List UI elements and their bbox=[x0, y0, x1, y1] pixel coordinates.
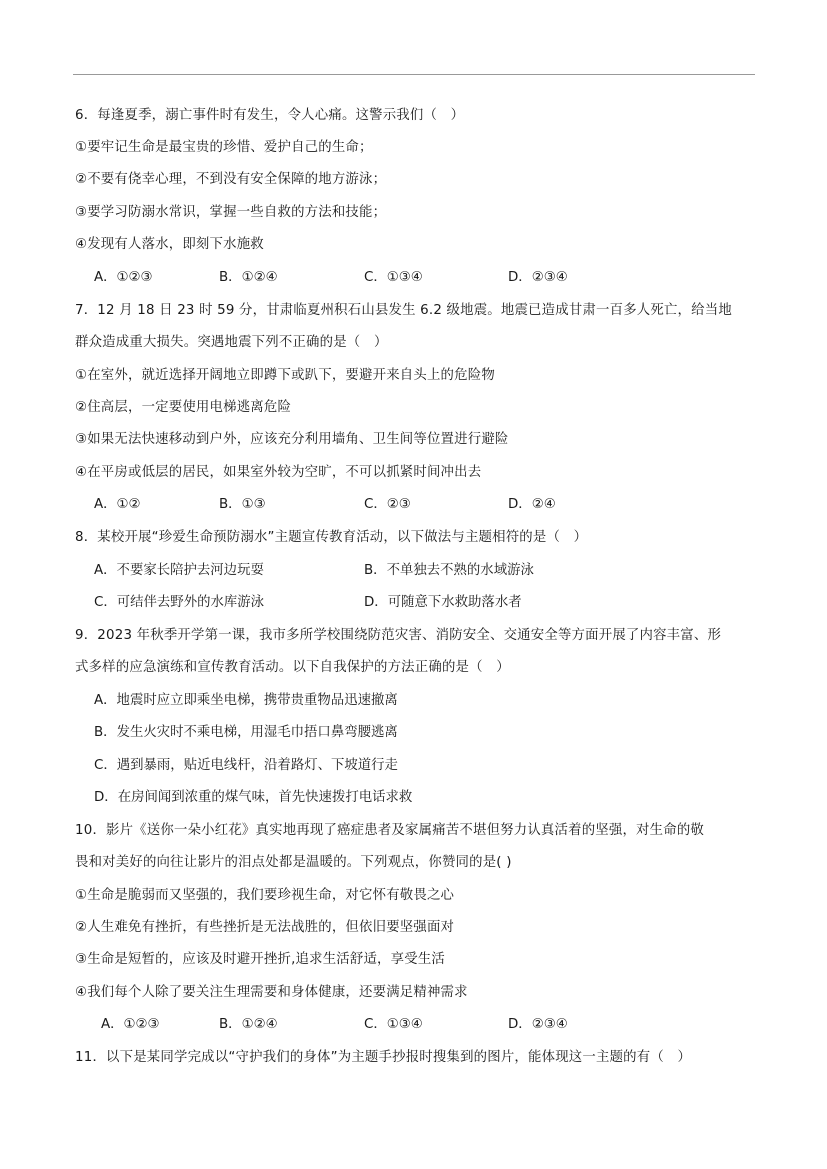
q6-stem: 6．每逢夏季，溺亡事件时有发生，令人心痛。这警示我们（ ） bbox=[75, 108, 465, 123]
q9-option-d[interactable]: D．在房间闻到浓重的煤气味，首先快速拨打电话求救 bbox=[94, 790, 413, 805]
q6-item-1: ①要牢记生命是最宝贵的珍惜、爱护自己的生命； bbox=[75, 140, 373, 155]
q8-option-a[interactable]: A．不要家长陪护去河边玩耍 bbox=[94, 563, 264, 578]
q10-stem-line-1: 10．影片《送你一朵小红花》真实地再现了癌症患者及家属痛苦不堪但努力认真活着的坚强，对生命的敬 bbox=[75, 823, 705, 838]
q9-option-c[interactable]: C．遇到暴雨，贴近电线杆，沿着路灯、下坡道行走 bbox=[94, 758, 398, 773]
q6-option-d[interactable]: D．②③④ bbox=[508, 270, 568, 285]
q6-option-b[interactable]: B．①②④ bbox=[219, 270, 278, 285]
q8-stem: 8．某校开展“珍爱生命预防溺水”主题宣传教育活动，以下做法与主题相符的是（ ） bbox=[75, 530, 588, 545]
q6-option-c[interactable]: C．①③④ bbox=[364, 270, 423, 285]
q10-item-4: ④我们每个人除了要关注生理需要和身体健康，还要满足精神需求 bbox=[75, 985, 468, 1000]
q10-stem-line-2: 畏和对美好的向往让影片的泪点处都是温暖的。下列观点，你赞同的是( ) bbox=[75, 855, 512, 870]
q10-item-1: ①生命是脆弱而又坚强的，我们要珍视生命，对它怀有敬畏之心 bbox=[75, 888, 455, 903]
q7-stem-line-1: 7．12 月 18 日 23 时 59 分，甘肃临夏州积石山县发生 6.2 级地震。地震已造成甘肃一百多人死亡，给当地 bbox=[75, 303, 732, 318]
q9-option-a[interactable]: A．地震时应立即乘坐电梯，携带贵重物品迅速撤离 bbox=[94, 693, 398, 708]
q7-stem-line-2: 群众造成重大损失。突遇地震下列不正确的是（ ） bbox=[75, 335, 388, 350]
q8-option-d[interactable]: D．可随意下水救助落水者 bbox=[364, 595, 522, 610]
q6-option-a[interactable]: A．①②③ bbox=[94, 270, 153, 285]
q7-item-3: ③如果无法快速移动到户外，应该充分利用墙角、卫生间等位置进行避险 bbox=[75, 432, 509, 447]
q10-item-2: ②人生难免有挫折，有些挫折是无法战胜的，但依旧要坚强面对 bbox=[75, 920, 455, 935]
q10-item-3: ③生命是短暂的，应该及时避开挫折,追求生活舒适，享受生活 bbox=[75, 952, 446, 967]
q10-option-b[interactable]: B．①②④ bbox=[219, 1017, 278, 1032]
q7-item-4: ④在平房或低层的居民，如果室外较为空旷，不可以抓紧时间冲出去 bbox=[75, 465, 482, 480]
q6-item-2: ②不要有侥幸心理，不到没有安全保障的地方游泳； bbox=[75, 172, 387, 187]
q11-stem: 11．以下是某同学完成以“守护我们的身体”为主题手抄报时搜集到的图片，能体现这一主题的有（ ） bbox=[75, 1050, 692, 1065]
q7-option-c[interactable]: C．②③ bbox=[364, 497, 411, 512]
q10-option-d[interactable]: D．②③④ bbox=[508, 1017, 568, 1032]
q7-option-b[interactable]: B．①③ bbox=[219, 497, 266, 512]
q9-option-b[interactable]: B．发生火灾时不乘电梯，用湿毛巾捂口鼻弯腰逃离 bbox=[94, 725, 398, 740]
q10-option-c[interactable]: C．①③④ bbox=[364, 1017, 423, 1032]
q7-item-1: ①在室外，就近选择开阔地立即蹲下或趴下，要避开来自头上的危险物 bbox=[75, 368, 495, 383]
q9-stem-line-2: 式多样的应急演练和宣传教育活动。以下自我保护的方法正确的是（ ） bbox=[75, 660, 510, 675]
q7-item-2: ②住高层，一定要使用电梯逃离危险 bbox=[75, 400, 292, 415]
q8-option-c[interactable]: C．可结伴去野外的水库游泳 bbox=[94, 595, 265, 610]
q8-option-b[interactable]: B．不单独去不熟的水域游泳 bbox=[364, 563, 534, 578]
q6-item-4: ④发现有人落水，即刻下水施救 bbox=[75, 237, 264, 252]
q6-item-3: ③要学习防溺水常识，掌握一些自救的方法和技能； bbox=[75, 205, 387, 220]
q7-option-d[interactable]: D．②④ bbox=[508, 497, 556, 512]
q9-stem-line-1: 9．2023 年秋季开学第一课，我市多所学校围绕防范灾害、消防安全、交通安全等方面开展了内容丰富、形 bbox=[75, 628, 722, 643]
q7-option-a[interactable]: A．①② bbox=[94, 497, 141, 512]
header-rule bbox=[73, 74, 755, 75]
q10-option-a[interactable]: A．①②③ bbox=[101, 1017, 160, 1032]
